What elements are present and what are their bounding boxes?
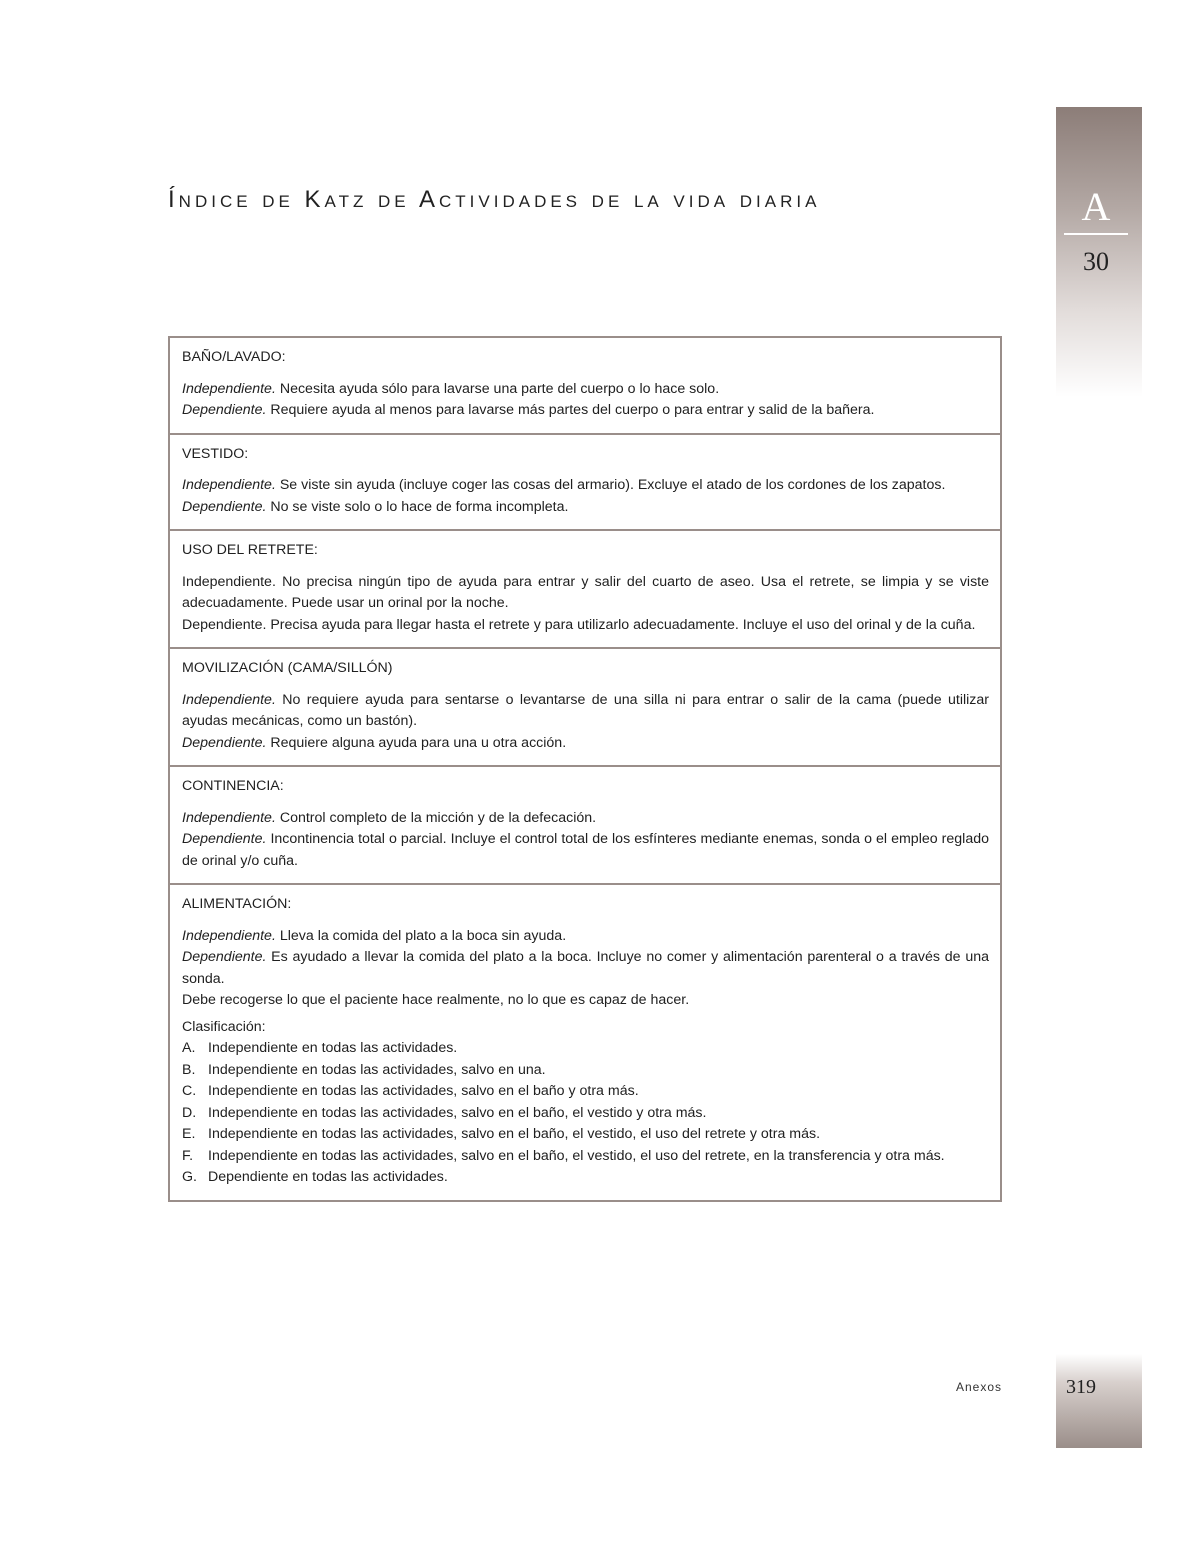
section-uso-del-retrete <box>170 531 1000 649</box>
line-text: Se viste sin ayuda (incluye coger las cosas del armario). Excluye el atado de los cordones de los zapatos. <box>275 477 946 493</box>
classification-item <box>182 1081 989 1103</box>
classification-letter: G. <box>182 1169 197 1185</box>
section-line <box>182 808 989 830</box>
section-line <box>182 926 989 948</box>
line-label: Independiente. <box>182 380 276 397</box>
line-text: Lleva la comida del plato a la boca sin ayuda. <box>275 927 567 944</box>
line-text: Requiere alguna ayuda para una u otra acción. <box>266 734 567 751</box>
line-text: No se viste solo o lo hace de forma incompleta. <box>266 498 569 515</box>
line-text: Es ayudado a llevar la comida del plato a la boca. Incluye no comer y alimentación parenteral o a través de una sonda. <box>182 949 989 987</box>
section-heading: USO DEL RETRETE: <box>182 542 318 558</box>
line-text: No requiere ayuda para sentarse o levantarse de una silla ni para entrar o salir de la cama (puede utilizar ayudas mecánicas, como un bastón). <box>182 691 989 729</box>
classification-letter: A. <box>182 1040 196 1056</box>
chapter-divider <box>1064 233 1128 235</box>
classification-item <box>182 1060 989 1082</box>
classification-letter: E. <box>182 1126 196 1142</box>
line-text: Independiente. No precisa ningún tipo de ayuda para entrar y salir del cuarto de aseo. Usa el retrete, se limpia y se viste adecuadamente. Puede usar un orinal por la noche. <box>182 573 989 611</box>
line-label: Dependiente. <box>182 498 267 515</box>
chapter-number: 30 <box>1083 247 1109 276</box>
section-heading: VESTIDO: <box>182 445 249 462</box>
line-text: Dependiente. Precisa ayuda para llegar hasta el retrete y para utilizarlo adecuadamente. Incluye el uso del orinal y de la cuña. <box>182 616 976 633</box>
section-continencia <box>170 767 1000 885</box>
section-line <box>182 990 989 1012</box>
line-text: Control completo de la micción y de la defecación. <box>275 809 597 826</box>
page-number: 319 <box>1066 1376 1096 1398</box>
classification-list <box>182 1038 989 1189</box>
footer-section-label: Anexos <box>955 1380 1002 1394</box>
section-line <box>182 400 989 422</box>
section-line <box>182 947 989 990</box>
classification-item <box>182 1167 989 1189</box>
line-text: Debe recogerse lo que el paciente hace realmente, no lo que es capaz de hacer. <box>182 992 690 1008</box>
section-heading: BAÑO/LAVADO: <box>182 349 286 365</box>
page-title: Índice de Katz de Actividades de la vida diaria <box>168 186 821 213</box>
line-label: Independiente. <box>182 927 276 944</box>
classification-letter: B. <box>182 1061 196 1078</box>
section-alimentacion <box>170 885 1000 1200</box>
page-number-tab <box>1056 1354 1142 1448</box>
classification-text: Independiente en todas las actividades. <box>208 1040 458 1056</box>
line-text: Requiere ayuda al menos para lavarse más partes del cuerpo o para entrar y salid de la bañera. <box>266 402 875 418</box>
line-text: Necesita ayuda sólo para lavarse una parte del cuerpo o lo hace solo. <box>275 380 720 397</box>
classification-item <box>182 1103 989 1125</box>
chapter-tab <box>1056 107 1142 397</box>
section-vestido <box>170 435 1000 532</box>
classification-text: Independiente en todas las actividades, salvo en el baño, el vestido, el uso del retrete, en la transferencia y otra más. <box>208 1147 945 1164</box>
section-heading: ALIMENTACIÓN: <box>182 896 292 912</box>
classification-text: Independiente en todas las actividades, salvo en una. <box>208 1061 546 1078</box>
line-label: Dependiente. <box>182 831 267 847</box>
classification-item <box>182 1146 989 1168</box>
classification-text: Independiente en todas las actividades, salvo en el baño, el vestido y otra más. <box>208 1104 707 1121</box>
section-heading: CONTINENCIA: <box>182 778 284 794</box>
line-label: Dependiente. <box>182 402 267 418</box>
section-line <box>182 497 989 519</box>
line-label: Dependiente. <box>182 734 267 751</box>
line-label: Independiente. <box>182 477 276 493</box>
line-label: Independiente. <box>182 691 276 708</box>
section-heading: MOVILIZACIÓN (CAMA/SILLÓN) <box>182 660 393 676</box>
classification-text: Independiente en todas las actividades, salvo en el baño y otra más. <box>208 1083 639 1099</box>
section-line <box>182 829 989 872</box>
section-line <box>182 475 989 497</box>
classification-text: Independiente en todas las actividades, salvo en el baño, el vestido, el uso del retrete y otra más. <box>208 1126 821 1142</box>
classification-item <box>182 1124 989 1146</box>
line-label: Dependiente. <box>182 949 267 965</box>
classification-heading: Clasificación: <box>182 1018 266 1035</box>
section-bano-lavado <box>170 338 1000 435</box>
section-line <box>182 572 989 615</box>
classification-letter: C. <box>182 1083 197 1099</box>
section-movilizacion <box>170 649 1000 767</box>
classification-item <box>182 1038 989 1060</box>
katz-index-table <box>168 336 1002 1202</box>
section-line <box>182 733 989 755</box>
section-line <box>182 615 989 637</box>
line-text: Incontinencia total o parcial. Incluye el control total de los esfínteres mediante enemas, sonda o el empleo reglado de orinal y/o cuña. <box>182 831 989 869</box>
classification-letter: D. <box>182 1104 197 1121</box>
section-line <box>182 690 989 733</box>
line-label: Independiente. <box>182 809 276 826</box>
chapter-letter: A <box>1081 184 1111 229</box>
classification-text: Dependiente en todas las actividades. <box>208 1169 448 1185</box>
classification-letter: F. <box>182 1147 194 1164</box>
section-line <box>182 379 989 401</box>
